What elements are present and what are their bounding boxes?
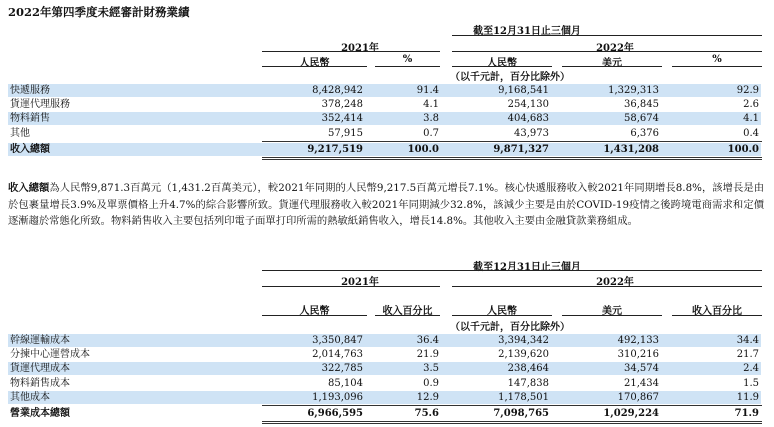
table1-col-usd-2022: 美元 [602,58,622,69]
table1-col-rule [452,66,552,67]
cell-rmb-2021: 8,428,942 [312,85,363,96]
table2-period-rule [262,270,762,271]
cell-pct-2022: 11.9 [736,392,759,403]
row-label: 幹線運輸成本 [10,335,70,346]
table1-total-rule-double [262,159,762,160]
table-row [8,84,761,97]
cell-usd-2022: 36,845 [624,99,659,110]
table-row [8,127,761,140]
cell-usd-2022: 34,574 [624,363,659,374]
row-label: 物料銷售成本 [10,378,70,389]
table1-col-rmb-2021: 人民幣 [299,58,330,69]
table2-col-rmb-2021: 人民幣 [299,306,330,317]
cell-rmb-2022: 9,168,541 [498,85,549,96]
cell-pct-2022: 2.6 [743,99,759,110]
cell-pct-2021: 36.4 [416,335,439,346]
cell-pct-2021: 100.0 [407,144,439,155]
table1-col-pct-2021: % [402,54,413,65]
table2-subtotal-rule [262,405,762,406]
cell-pct-2022: 100.0 [727,144,759,155]
cell-pct-2021: 21.9 [416,349,439,360]
cell-usd-2022: 21,434 [624,378,659,389]
table2-year-2021-rule [262,286,440,287]
cell-usd-2022: 310,216 [617,349,659,360]
row-label: 物料銷售 [10,113,50,124]
cell-usd-2022: 492,133 [617,335,659,346]
table2-total-rule [262,421,762,422]
table1-year-2021: 2021年 [341,43,379,54]
cell-rmb-2021: 2,014,763 [312,349,363,360]
cell-pct-2022: 2.4 [743,363,759,374]
table2-year-2022: 2022年 [596,277,634,288]
table1-col-rule [375,66,440,67]
row-label: 快遞服務 [10,85,50,96]
table-row [8,112,761,125]
table2-col-usd-2022: 美元 [602,306,622,317]
cell-rmb-2022: 254,130 [507,99,549,110]
table2-col-rule [672,315,762,316]
cell-pct-2022: 71.9 [734,408,759,419]
row-label: 營業成本總額 [10,408,70,419]
table1-col-rule [672,66,762,67]
cell-rmb-2022: 43,973 [514,128,549,139]
cell-pct-2022: 4.1 [743,113,759,124]
table-row [8,377,761,390]
cell-rmb-2021: 352,414 [321,113,363,124]
cell-rmb-2021: 1,193,096 [312,392,363,403]
cell-usd-2022: 170,867 [617,392,659,403]
cell-rmb-2021: 9,217,519 [307,144,363,155]
cell-pct-2022: 1.5 [743,378,759,389]
table2-col-rule [562,315,662,316]
table2-col-pct-2021: 收入百分比 [382,306,433,317]
cell-pct-2021: 12.9 [416,392,439,403]
cell-rmb-2022: 9,871,327 [493,144,549,155]
revenue-commentary [8,180,764,230]
table1-unit-note: （以千元計，百分比除外） [450,72,570,83]
table2-total-rule-double [262,423,762,424]
cell-rmb-2022: 1,178,501 [498,392,549,403]
cell-rmb-2022: 3,394,342 [498,335,549,346]
table-row [8,98,761,111]
cell-pct-2021: 3.8 [423,113,439,124]
cell-usd-2022: 58,674 [624,113,659,124]
cell-pct-2022: 92.9 [736,85,759,96]
table2-unit-note: （以千元計，百分比除外） [450,322,570,333]
table1-col-rule [562,66,662,67]
table2-col-rule [452,315,552,316]
row-label: 收入總額 [10,144,50,155]
paragraph-body: 為人民幣9,871.3百萬元（1,431.2百萬美元），較2021年同期的人民幣9,217.5百萬元增長7.1%。核心快遞服務收入較2021年同期增長8.8%，該增長是由於包裹量增長3.9%及單票價格上升4.7%的綜合影響所致。貨運代理服務收入較2021年同期減少32.8%，該減少主要是由於COVID-19疫情之後跨境電商需求和定價逐漸趨於常態化所致。物料銷售收入主要包括列印電子面單打印所需的熱敏紙銷售收入，增長14.8%。其他收入主要由金融貸款業務組成。 [8,182,765,227]
row-label: 其他成本 [10,392,50,403]
cell-pct-2022: 34.4 [736,335,759,346]
row-label: 貨運代理服務 [10,99,70,110]
cell-rmb-2021: 6,966,595 [307,408,363,419]
table2-col-pct-2022: 收入百分比 [692,306,742,317]
cell-usd-2022: 1,329,313 [608,85,659,96]
table-row [8,334,761,347]
paragraph-lead: 收入總額 [8,182,50,194]
cell-rmb-2022: 404,683 [507,113,549,124]
table1-year-2022: 2022年 [596,43,634,54]
cell-rmb-2022: 2,139,620 [498,349,549,360]
table1-year-2021-rule [262,51,440,52]
cell-usd-2022: 6,376 [630,128,659,139]
table2-period: 截至12月31日止三個月 [473,262,581,273]
table1-year-2022-rule [452,51,762,52]
cell-rmb-2022: 238,464 [507,363,549,374]
table2-col-rule [375,315,440,316]
cell-usd-2022: 1,431,208 [603,144,659,155]
cell-usd-2022: 1,029,224 [603,408,659,419]
table1-col-pct-2022: % [712,54,722,65]
row-label: 其他 [10,128,30,139]
table-row-total [8,143,761,156]
cell-pct-2022: 0.4 [743,128,759,139]
table-row-total [8,407,761,420]
table-row [8,391,761,404]
table1-period: 截至12月31日止三個月 [473,26,581,37]
cell-pct-2021: 0.7 [423,128,439,139]
cell-rmb-2021: 322,785 [321,363,363,374]
cell-pct-2021: 75.6 [414,408,439,419]
cell-rmb-2022: 147,838 [507,378,549,389]
cell-rmb-2021: 3,350,847 [312,335,363,346]
table2-year-2021: 2021年 [341,277,379,288]
cell-rmb-2021: 378,248 [321,99,363,110]
table2-year-2022-rule [452,286,762,287]
cell-pct-2021: 0.9 [423,378,439,389]
table2-col-rule [262,315,367,316]
cell-pct-2021: 91.4 [416,85,439,96]
row-label: 分揀中心運營成本 [10,349,90,360]
cell-pct-2021: 4.1 [423,99,439,110]
table-row [8,362,761,375]
cell-rmb-2022: 7,098,765 [493,408,549,419]
table1-col-rmb-2022: 人民幣 [487,58,517,69]
table-row [8,348,761,361]
row-label: 貨運代理成本 [10,363,70,374]
table2-col-rmb-2022: 人民幣 [487,306,517,317]
cell-pct-2021: 3.5 [423,363,439,374]
table1-subtotal-rule [262,141,762,142]
table1-total-rule [262,157,762,158]
cell-rmb-2021: 85,104 [328,378,363,389]
cell-rmb-2021: 57,915 [328,128,363,139]
page-title: 2022年第四季度未經審計財務業績 [8,5,190,19]
table1-col-rule [262,66,367,67]
cell-pct-2022: 21.7 [736,349,759,360]
table1-period-rule [452,35,762,36]
